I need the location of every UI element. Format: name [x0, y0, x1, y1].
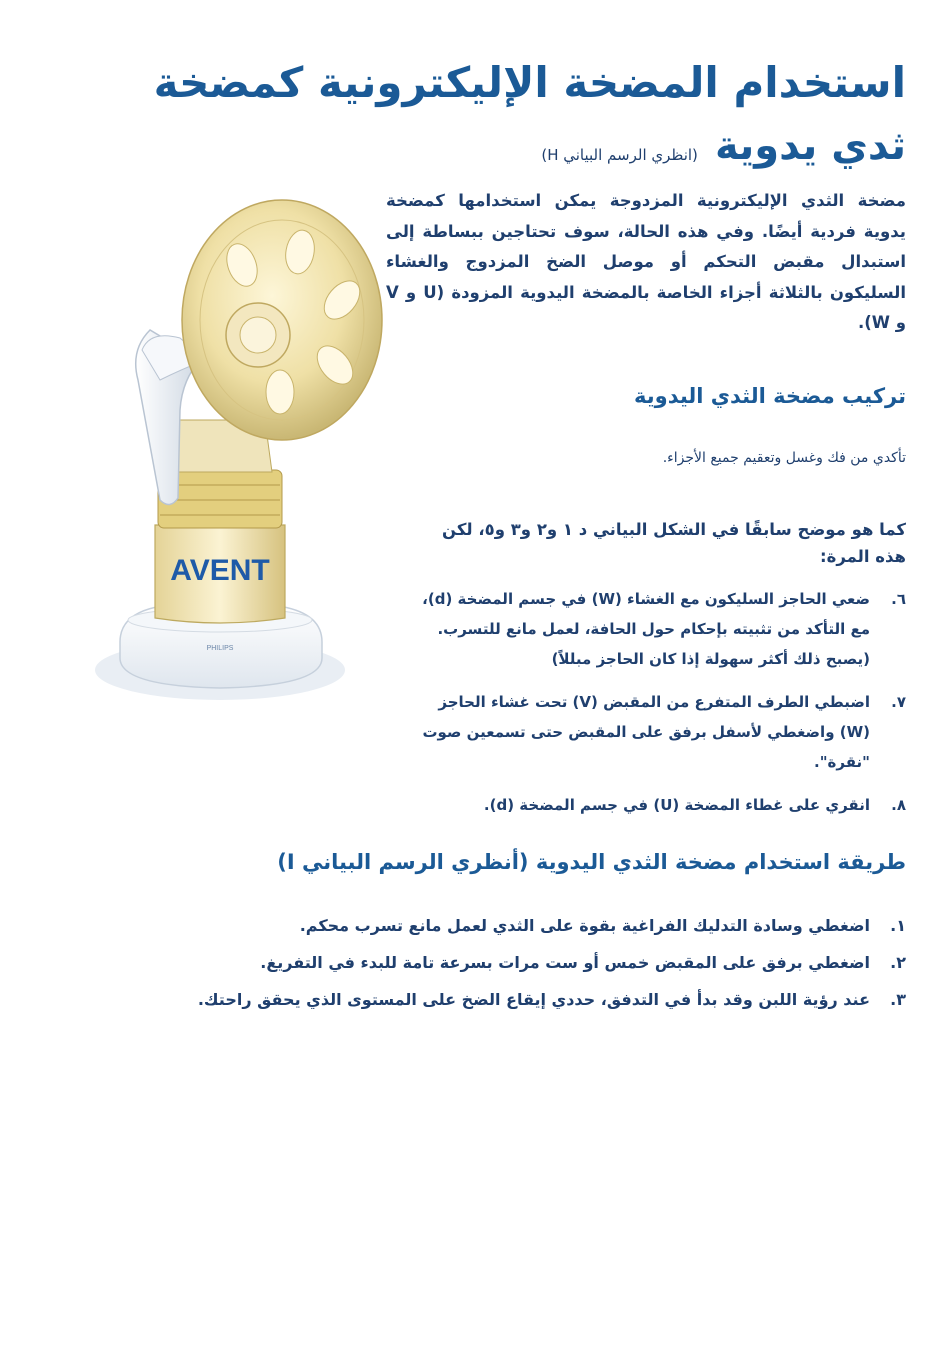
page-subtitle — [146, 118, 906, 183]
intro-paragraph: مضخة الثدي الإليكترونية المزدوجة يمكن استخدامها كمضخة يدوية فردية أيضًا. وفي هذه الحالة، سوف تحتاجين ببساطة إلى استبدال مقبض التحكم أو موصل الضخ المزدوج والغشاء السليكون بالثلاثة أجزاء الخاصة بالمضخة اليدوية المزودة (U و V و W). — [386, 191, 906, 332]
list-item — [406, 584, 906, 674]
assembly-steps — [406, 584, 906, 833]
as-before-paragraph: كما هو موضح سابقًا في الشكل البياني د ١ و٢ و٣ و٥، لكن هذه المرة: — [441, 520, 906, 566]
step-text: انقري على غطاء المضخة (U) في جسم المضخة (d). — [483, 796, 870, 814]
step-text: عند رؤية اللبن وقد بدأ في التدفق، حددي إيقاع الضخ على المستوى الذي يحقق راحتك. — [197, 990, 870, 1009]
list-item — [406, 790, 906, 820]
step-number: ٨. — [891, 796, 906, 814]
step-number: ٣. — [890, 990, 906, 1009]
step-number: ٧. — [891, 693, 906, 711]
step-text: اضبطي الطرف المتفرع من المقبض (V) تحت غشاء الحاجز (W) واضغطي لأسفل برفق على المقبض حتى تسمعين صوت "نقرة". — [422, 693, 870, 771]
avent-logo: AVENT — [170, 554, 270, 587]
step-text: اضغطي وسادة التدليك الفراغية بقوة على الثدي لعمل مانع تسرب محكم. — [299, 916, 870, 935]
page-title-line2: ثدي يدوية — [715, 123, 906, 169]
step-number: ٢. — [890, 953, 906, 972]
massage-petal — [266, 370, 294, 414]
list-item — [126, 986, 906, 1013]
cleaning-note: تأكدي من فك وغسل وتعقيم جميع الأجزاء. — [662, 450, 906, 466]
step-text: ضعي الحاجز السليكون مع الغشاء (W) في جسم المضخة (d)، مع التأكد من تثبيته بإحكام حول الحافة، لعمل مانع للتسرب. (يصبح ذلك أكثر سهولة إذا كان الحاجز مبللاً) — [422, 590, 870, 668]
list-item — [126, 912, 906, 939]
step-number: ٦. — [891, 590, 906, 608]
philips-logo: PHILIPS — [206, 645, 234, 652]
list-item — [126, 949, 906, 976]
step-number: ١. — [890, 916, 906, 935]
usage-heading: طريقة استخدام مضخة الثدي اليدوية (أنظري الرسم البياني I) — [277, 850, 906, 874]
figure-reference-note: (انظري الرسم البياني H) — [541, 145, 698, 164]
assembly-heading: تركيب مضخة الثدي اليدوية — [634, 384, 906, 408]
usage-steps — [126, 912, 906, 1023]
breast-pump-photo — [60, 180, 390, 760]
step-text: اضغطي برفق على المقبض خمس أو ست مرات بسرعة تامة للبدء في التفريغ. — [260, 953, 870, 972]
list-item — [406, 687, 906, 777]
page-title: استخدام المضخة الإليكترونية كمضخة — [153, 58, 906, 107]
